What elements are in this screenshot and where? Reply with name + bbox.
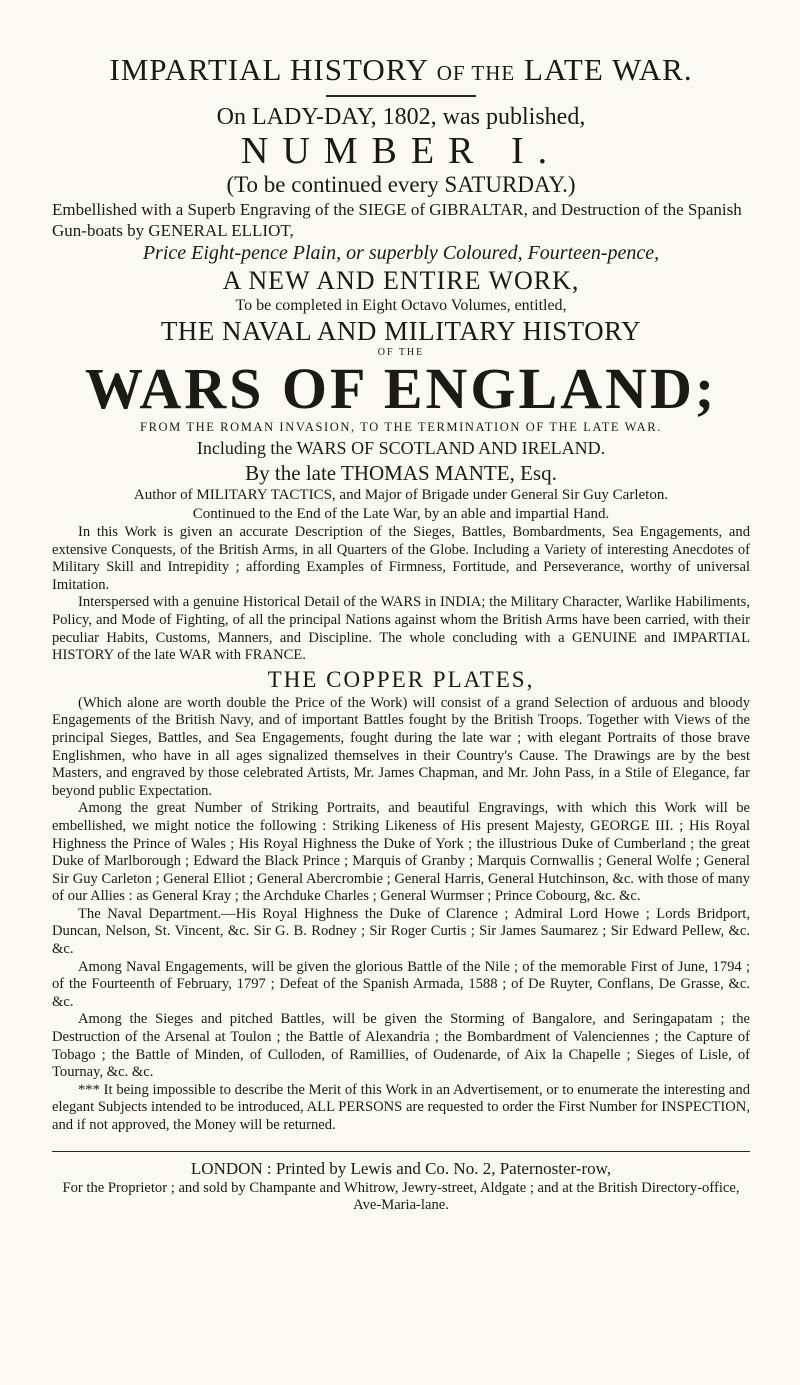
printer-line: LONDON : Printed by Lewis and Co. No. 2, Paternoster-row, — [190, 1158, 612, 1178]
footer-divider — [52, 1151, 750, 1152]
continued-line: (To be continued every SATURDAY.) — [226, 172, 576, 197]
published-line: On LADY-DAY, 1802, was published, — [216, 104, 586, 130]
paragraph-naval-engagements: Among Naval Engagements, will be given the glorious Battle of the Nile ; of the memorable First of June, 1794 ; of the Fourteenth of February, 1797 ; Defeat of the Spanish Armada, 1588 ; of De Ruyter, Conflans, De Grasse, &c. &c. — [52, 958, 750, 1010]
number-heading: NUMBER I. — [240, 130, 562, 172]
paragraph-sieges: Among the Sieges and pitched Battles, will be given the Storming of Bangalore, and Seringapatam ; the Destruction of the Arsenal at Toulon ; the Battle of Alexandria ; the Bombardment of Valenciennes ; the Capture of Tobago ; the Battle of Minden, of Culloden, of Ramillies, of Oudenarde, of Aix la Chapelle ; Sieges of Lisle, of Tournay, &c. &c. — [52, 1011, 750, 1081]
title-part2: LATE WAR. — [524, 52, 693, 87]
naval-military-heading: THE NAVAL AND MILITARY HISTORY — [160, 316, 642, 346]
copper-plates-heading: THE COPPER PLATES, — [267, 666, 535, 692]
embellished-text: Embellished with a Superb Engraving of the SIEGE of GIBRALTAR, and Destruction of the Spanish Gun-boats by GENERAL ELLIOT, — [52, 200, 742, 240]
paragraph-description: In this Work is given an accurate Description of the Sieges, Battles, Bombardments, Sea Engagements, and extensive Conquests, of the British Arms, in all Quarters of the Globe. Including a Variety of interesting Anecdotes of Military Skill and Intrepidity ; affording Examples of Firmness, Fortitude, and Perseverance, worthy of universal Imitation. — [52, 524, 750, 593]
paragraph-copper-plates: (Which alone are worth double the Price of the Work) will consist of a grand Selection of arduous and bloody Engagements of the British Navy, and of important Battles fought by the British Troops. Together with Views of the principal Sieges, Battles, and Sea Engagements, fought during the late war ; with elegant Portraits of those brave Englishmen, who have in all ages signalized themselves in their Country's Cause. The Drawings are by the best Masters, and engraved by those celebrated Artists, Mr. James Chapman, and Mr. John Pass, in a Stile of Elegance, far beyond public Expectation. — [52, 694, 750, 799]
price-line: Price Eight-pence Plain, or superbly Coloured, Fourteen-pence, — [142, 242, 660, 264]
author-line: By the late THOMAS MANTE, Esq. — [245, 461, 557, 485]
paragraph-inspection-note: *** It being impossible to describe the Merit of this Work in an Advertisement, or to enumerate the interesting and elegant Subjects intended to be introduced, ALL PERSONS are requested to order the First Number for INSPECTION, and if not approved, the Money will be returned. — [52, 1081, 750, 1133]
paragraph-naval-department: The Naval Department.—His Royal Highness the Duke of Clarence ; Admiral Lord Howe ; Lords Bridport, Duncan, Nelson, St. Vincent, &c. Sir G. B. Rodney ; Sir Roger Curtis ; Sir James Saumarez ; Sir Edward Pellew, &c. &c. — [52, 905, 750, 958]
main-title — [52, 52, 750, 91]
author-description: Author of MILITARY TACTICS, and Major of Brigade under General Sir Guy Carleton. — [133, 487, 669, 503]
proprietor-line: For the Proprietor ; and sold by Champante and Whitrow, Jewry-street, Aldgate ; and at the British Directory-office, Ave-Maria-lane. — [62, 1179, 740, 1213]
ornamental-rule — [326, 95, 476, 97]
wars-of-england-heading: WARS OF ENGLAND; — [84, 356, 718, 421]
title-of-the: OF THE — [436, 61, 516, 85]
volumes-line: To be completed in Eight Octavo Volumes, entitled, — [235, 297, 567, 314]
title-part1: IMPARTIAL HISTORY — [109, 52, 428, 87]
paragraph-interspersed: Interspersed with a genuine Historical Detail of the WARS in INDIA; the Military Character, Warlike Habiliments, Policy, and Mode of Fighting, of all the principal Nations against whom the British Arms have been carried, with their peculiar Habits, Customs, Manners, and Discipline. The whole concluding with a GENUINE and IMPARTIAL HISTORY of the late WAR with FRANCE. — [52, 594, 750, 664]
including-line: Including the WARS OF SCOTLAND AND IRELAND. — [196, 438, 606, 458]
new-work-heading: A NEW AND ENTIRE WORK, — [222, 266, 580, 295]
from-roman-invasion-line: FROM THE ROMAN INVASION, TO THE TERMINATION OF THE LATE WAR. — [140, 420, 662, 434]
of-the-line: OF THE — [377, 347, 425, 358]
continued-to-line: Continued to the End of the Late War, by an able and impartial Hand. — [192, 506, 610, 522]
paragraph-portraits: Among the great Number of Striking Portraits, and beautiful Engravings, with which this Work will be embellished, we might notice the following : Striking Likeness of His present Majesty, GEORGE III. ; His Royal Highness the Prince of Wales ; His Royal Highness the Duke of York ; the illustrious Duke of Cumberland ; the great Duke of Marlborough ; Edward the Black Prince ; Marquis of Granby ; Marquis Cornwallis ; General Wolfe ; General Sir Guy Carleton ; General Elliot ; General Abercrombie ; General Harris, General Hutchinson, &c. with those of many of our Allies : as General Kray ; the Archduke Charles ; General Wurmser ; Prince Cobourg, &c. &c. — [52, 800, 750, 905]
